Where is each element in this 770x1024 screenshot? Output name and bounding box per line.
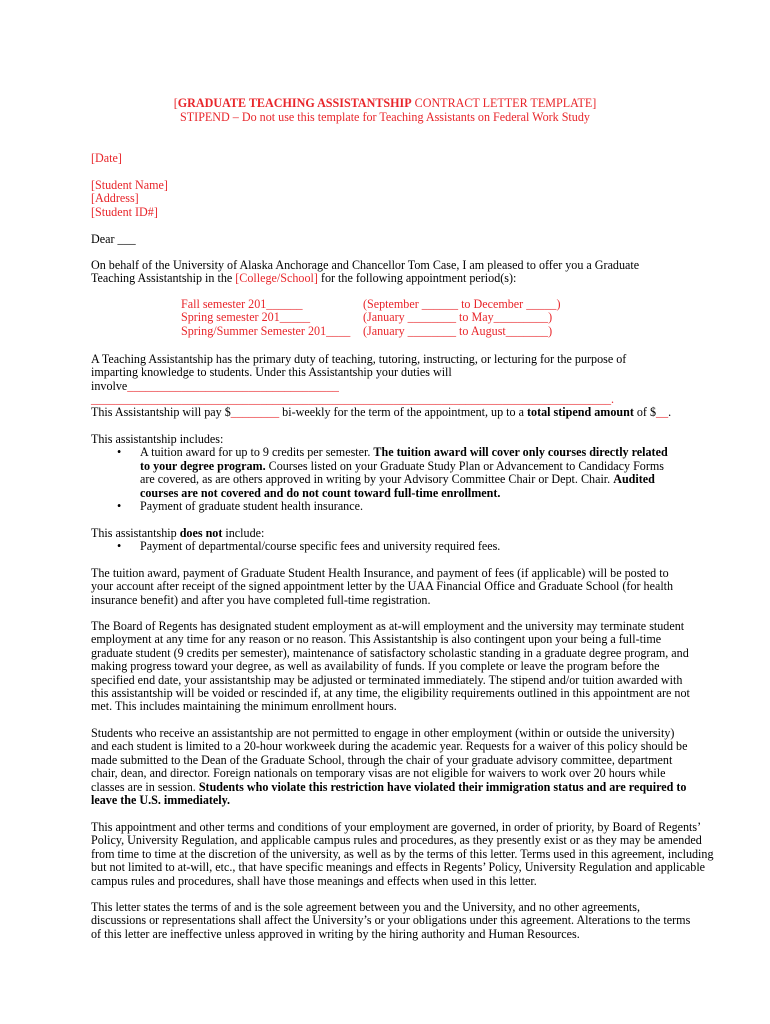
duty-paragraph xyxy=(91,353,651,407)
terms-paragraph: This appointment and other terms and conditions of your employment are governed, in order of priority, by Board of Regents’ Policy, University Regulation, and applicable campus rules and procedures, as they presently exist or as they may be amended from time to time at the discretion of the university, as well as by the terms of this letter. Terms used in this agreement, including but not limited to at-will, etc., that have specific meanings and effects in Regents’ Policy, University Regulation and applicable campus rules and procedures, shall have those meanings and effects when used in this letter. xyxy=(91,820,714,888)
regents-paragraph: The Board of Regents has designated student employment as at-will employment and the university may terminate student employment at any time for any reason or no reason. This Assistantship is also contingent upon your being a full-time graduate student (9 credits per semester), maintenance of satisfactory scholastic standing in a graduate degree program, and making progress toward your degree, as well as availability of funds. If you complete or leave the program before the specified end date, your assistantship may be adjusted or terminated immediately. The stipend and/or tuition awarded with this assistantship will be voided or rescinded if, at any time, the eligibility requirements outlined in this appointment are not met. This includes maintaining the minimum enrollment hours. xyxy=(91,619,690,714)
letter-title xyxy=(60,97,710,110)
period-row xyxy=(181,298,601,311)
period-row xyxy=(181,325,601,338)
period-name: Spring semester 201_____ xyxy=(181,310,310,325)
list-item xyxy=(91,500,676,513)
salutation-blank: ___ xyxy=(117,232,136,246)
title-bold: GRADUATE TEACHING ASSISTANTSHIP xyxy=(177,96,412,110)
employment-paragraph xyxy=(91,727,691,807)
excludes-section xyxy=(91,527,715,554)
period-name: Fall semester 201______ xyxy=(181,297,303,311)
intro-paragraph xyxy=(91,259,661,286)
includes-section xyxy=(91,433,715,513)
letter-subtitle: STIPEND – Do not use this template for Teaching Assistants on Federal Work Study xyxy=(180,110,590,124)
tuition-paragraph: The tuition award, payment of Graduate Student Health Insurance, and payment of fees (if applicable) will be posted to your account after receipt of the signed appointment letter by the UAA Financial Office and Graduate School (for health insurance benefit) and after you have completed full-time registration. xyxy=(91,566,674,607)
bullet-bold: The tuition award will cover only courses directly related to your degree program. xyxy=(140,445,668,473)
duty-text: A Teaching Assistantship has the primary duty of teaching, tutoring, instructing, or lecturing for the purpose of imparting knowledge to students. Under this Assistantship your duties will involve xyxy=(91,352,627,393)
bullet-text: Payment of departmental/course specific fees and university required fees. xyxy=(140,539,501,554)
list-item xyxy=(91,446,676,500)
pay-part2: bi-weekly for the term of the appointment, up to a xyxy=(279,405,527,419)
period-range: (January ________ to August_______) xyxy=(363,323,553,338)
title-rest: CONTRACT LETTER TEMPLATE] xyxy=(411,96,597,110)
student-name-placeholder: [Student Name] xyxy=(91,178,168,192)
duty-blank-line: ______________________________________________________________________________________. xyxy=(91,392,615,407)
pay-paragraph xyxy=(91,406,715,419)
bullet-text: Payment of graduate student health insurance. xyxy=(140,499,363,514)
salutation-dear: Dear xyxy=(91,232,118,246)
list-item xyxy=(91,540,715,553)
excludes-heading-bold: does not xyxy=(179,526,223,540)
intro-part1: On behalf of the University of Alaska Anchorage and Chancellor Tom Case, I am pleased to offer you a Graduate Teaching Assistantship in the xyxy=(91,258,640,286)
pay-part1: This Assistantship will pay $ xyxy=(91,405,231,419)
agreement-paragraph: This letter states the terms of and is the sole agreement between you and the University, and no other agreements, discussions or representations shall affect the University’s or your obligations under this agreement. Alterations to the terms of this letter are ineffective unless approved in writing by the hiring authority and Human Resources. xyxy=(91,900,691,941)
student-id-placeholder: [Student ID#] xyxy=(91,205,158,219)
bullet-bold: Audited courses are not covered and do not count toward full-time enrollment. xyxy=(140,472,655,500)
pay-bold: total stipend amount xyxy=(527,405,634,419)
pay-blank: __ xyxy=(656,405,669,419)
salutation xyxy=(91,233,715,246)
period-range: (January ________ to May_________) xyxy=(363,310,553,325)
bullet-text: A tuition award for up to 9 credits per semester. xyxy=(140,445,374,460)
intro-part2: for the following appointment period(s): xyxy=(317,271,517,286)
pay-blank: ________ xyxy=(230,405,280,419)
period-row xyxy=(181,311,601,324)
college-placeholder: [College/School] xyxy=(235,271,318,286)
bullet-icon: • xyxy=(117,539,122,554)
includes-list xyxy=(91,446,676,513)
pay-part3: of $ xyxy=(633,405,657,419)
excludes-heading-pre: This assistantship xyxy=(91,526,180,540)
address-placeholder: [Address] xyxy=(91,191,139,205)
employment-text: Students who receive an assistantship are not permitted to engage in other employment (within or outside the university) and each student is limited to a 20-hour workweek during the academic year. Requests for a waiver of this policy should be made submitted to the Dean of the Graduate School, through the chair of your graduate advisory committee, department chair, dean, and director. Foreign nationals on temporary visas are not eligible for waivers to work over 20 hours while classes are in session. xyxy=(91,726,688,794)
bullet-icon: • xyxy=(117,499,122,514)
period-range: (September ______ to December _____) xyxy=(363,297,561,311)
excludes-heading-post: include: xyxy=(222,526,265,540)
employment-bold: Students who violate this restriction have violated their immigration status and are required to leave the U.S. immediately. xyxy=(91,779,687,808)
bullet-icon: • xyxy=(117,445,122,460)
excludes-heading xyxy=(91,527,715,540)
includes-heading: This assistantship includes: xyxy=(91,432,224,446)
excludes-list xyxy=(91,540,715,553)
title-bracket: [ xyxy=(173,96,178,110)
appointment-periods xyxy=(181,298,601,338)
pay-end: . xyxy=(668,405,672,419)
date-placeholder: [Date] xyxy=(91,151,122,165)
bullet-text: Courses listed on your Graduate Study Plan or Advancement to Candidacy Forms are covered, as are others approved in writing by your Advisory Committee Chair or Dept. Chair. xyxy=(140,458,664,487)
duty-blank-line: ___________________________________ xyxy=(127,378,339,393)
period-name: Spring/Summer Semester 201____ xyxy=(181,323,351,338)
